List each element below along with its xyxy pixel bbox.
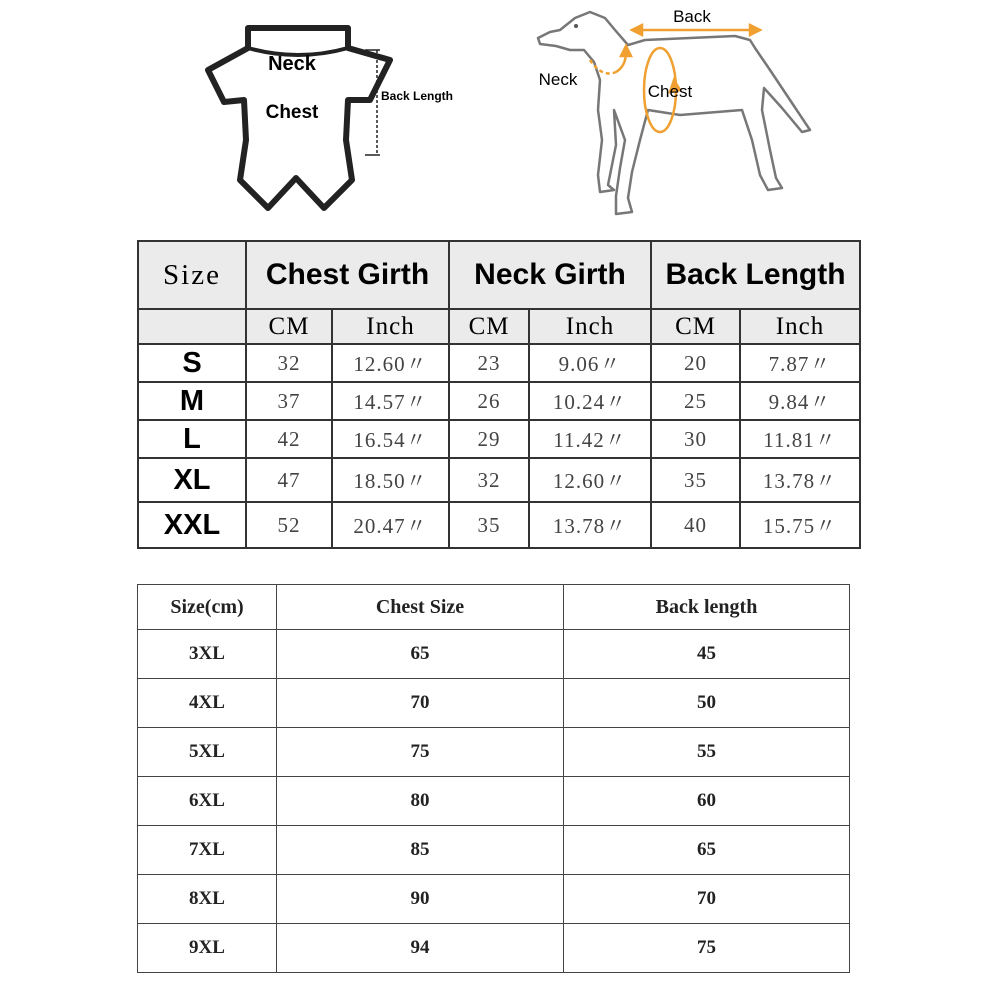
size-name-cell: L	[138, 420, 246, 458]
back-inch-cell: 7.87〃	[740, 344, 860, 382]
chest-cm-cell: 42	[246, 420, 332, 458]
table-row	[138, 728, 850, 777]
back-length-cell: 55	[564, 728, 850, 777]
size-name-cell: M	[138, 382, 246, 420]
neck-inch-cell: 13.78〃	[529, 502, 651, 548]
chest-size-cell: 94	[277, 924, 564, 973]
chest-size-cell: 75	[277, 728, 564, 777]
neck-cm-cell: 26	[449, 382, 529, 420]
unit-cell: CM	[449, 309, 529, 344]
table1-units-row	[138, 309, 860, 344]
size-name-cell: 7XL	[138, 826, 277, 875]
garment-neck-label: Neck	[268, 53, 316, 75]
back-length-header: Back Length	[651, 241, 860, 309]
chest-cm-cell: 37	[246, 382, 332, 420]
chest-inch-cell: 12.60〃	[332, 344, 449, 382]
neck-cm-cell: 35	[449, 502, 529, 548]
back-inch-cell: 13.78〃	[740, 458, 860, 502]
dog-neck-label: Neck	[538, 70, 578, 89]
chest-girth-header: Chest Girth	[246, 241, 449, 309]
unit-cell: Inch	[740, 309, 860, 344]
size-name-cell: XL	[138, 458, 246, 502]
back-inch-cell: 15.75〃	[740, 502, 860, 548]
chest-size-header: Chest Size	[277, 585, 564, 630]
dog-diagram	[520, 0, 830, 225]
back-cm-cell: 40	[651, 502, 740, 548]
back-length-cell: 70	[564, 875, 850, 924]
table-row	[138, 875, 850, 924]
neck-inch-cell: 9.06〃	[529, 344, 651, 382]
dog-eye	[574, 24, 578, 28]
neck-cm-cell: 29	[449, 420, 529, 458]
table2-header-row	[138, 585, 850, 630]
neck-inch-cell: 12.60〃	[529, 458, 651, 502]
chest-inch-cell: 20.47〃	[332, 502, 449, 548]
table-row	[138, 777, 850, 826]
unit-cell: CM	[651, 309, 740, 344]
size-name-cell: XXL	[138, 502, 246, 548]
back-length-cell: 60	[564, 777, 850, 826]
back-length-cell: 45	[564, 630, 850, 679]
table-row	[138, 630, 850, 679]
chest-cm-cell: 47	[246, 458, 332, 502]
unit-cell: Inch	[529, 309, 651, 344]
back-length-cell: 65	[564, 826, 850, 875]
table-row	[138, 458, 860, 502]
back-length-header: Back length	[564, 585, 850, 630]
neck-cm-cell: 23	[449, 344, 529, 382]
size-name-cell: 5XL	[138, 728, 277, 777]
table1-header-row	[138, 241, 860, 309]
chest-inch-cell: 18.50〃	[332, 458, 449, 502]
chest-size-cell: 70	[277, 679, 564, 728]
table-row	[138, 679, 850, 728]
size-name-cell: 6XL	[138, 777, 277, 826]
back-length-cell: 50	[564, 679, 850, 728]
table-row	[138, 502, 860, 548]
size-cm-header: Size(cm)	[138, 585, 277, 630]
neck-inch-cell: 11.42〃	[529, 420, 651, 458]
neck-girth-header: Neck Girth	[449, 241, 651, 309]
table-row	[138, 344, 860, 382]
size-name-cell: 9XL	[138, 924, 277, 973]
chest-cm-cell: 32	[246, 344, 332, 382]
garment-diagram	[200, 10, 490, 220]
size-name-cell: 4XL	[138, 679, 277, 728]
table-row	[138, 826, 850, 875]
garment-chest-label: Chest	[265, 102, 319, 123]
table-row	[138, 420, 860, 458]
back-cm-cell: 20	[651, 344, 740, 382]
chest-inch-cell: 16.54〃	[332, 420, 449, 458]
chest-size-cell: 85	[277, 826, 564, 875]
chest-cm-cell: 52	[246, 502, 332, 548]
back-inch-cell: 11.81〃	[740, 420, 860, 458]
back-inch-cell: 9.84〃	[740, 382, 860, 420]
dog-chest-label: Chest	[647, 82, 693, 101]
neck-inch-cell: 10.24〃	[529, 382, 651, 420]
size-name-cell: S	[138, 344, 246, 382]
back-length-cell: 75	[564, 924, 850, 973]
back-cm-cell: 35	[651, 458, 740, 502]
size-name-cell: 3XL	[138, 630, 277, 679]
unit-cell: CM	[246, 309, 332, 344]
size-name-cell: 8XL	[138, 875, 277, 924]
chest-size-cell: 90	[277, 875, 564, 924]
table-row	[138, 924, 850, 973]
chest-size-cell: 65	[277, 630, 564, 679]
back-cm-cell: 25	[651, 382, 740, 420]
garment-back-length-label: Back Length	[381, 89, 454, 103]
back-cm-cell: 30	[651, 420, 740, 458]
unit-cell: Inch	[332, 309, 449, 344]
units-blank-cell	[138, 309, 246, 344]
neck-cm-cell: 32	[449, 458, 529, 502]
back-measure-arrow	[632, 25, 760, 35]
size-chart-large	[137, 584, 850, 973]
size-column-header: Size	[138, 241, 246, 309]
dog-back-label: Back	[673, 7, 711, 26]
chest-size-cell: 80	[277, 777, 564, 826]
chest-inch-cell: 14.57〃	[332, 382, 449, 420]
size-chart-standard	[137, 240, 861, 549]
table-row	[138, 382, 860, 420]
